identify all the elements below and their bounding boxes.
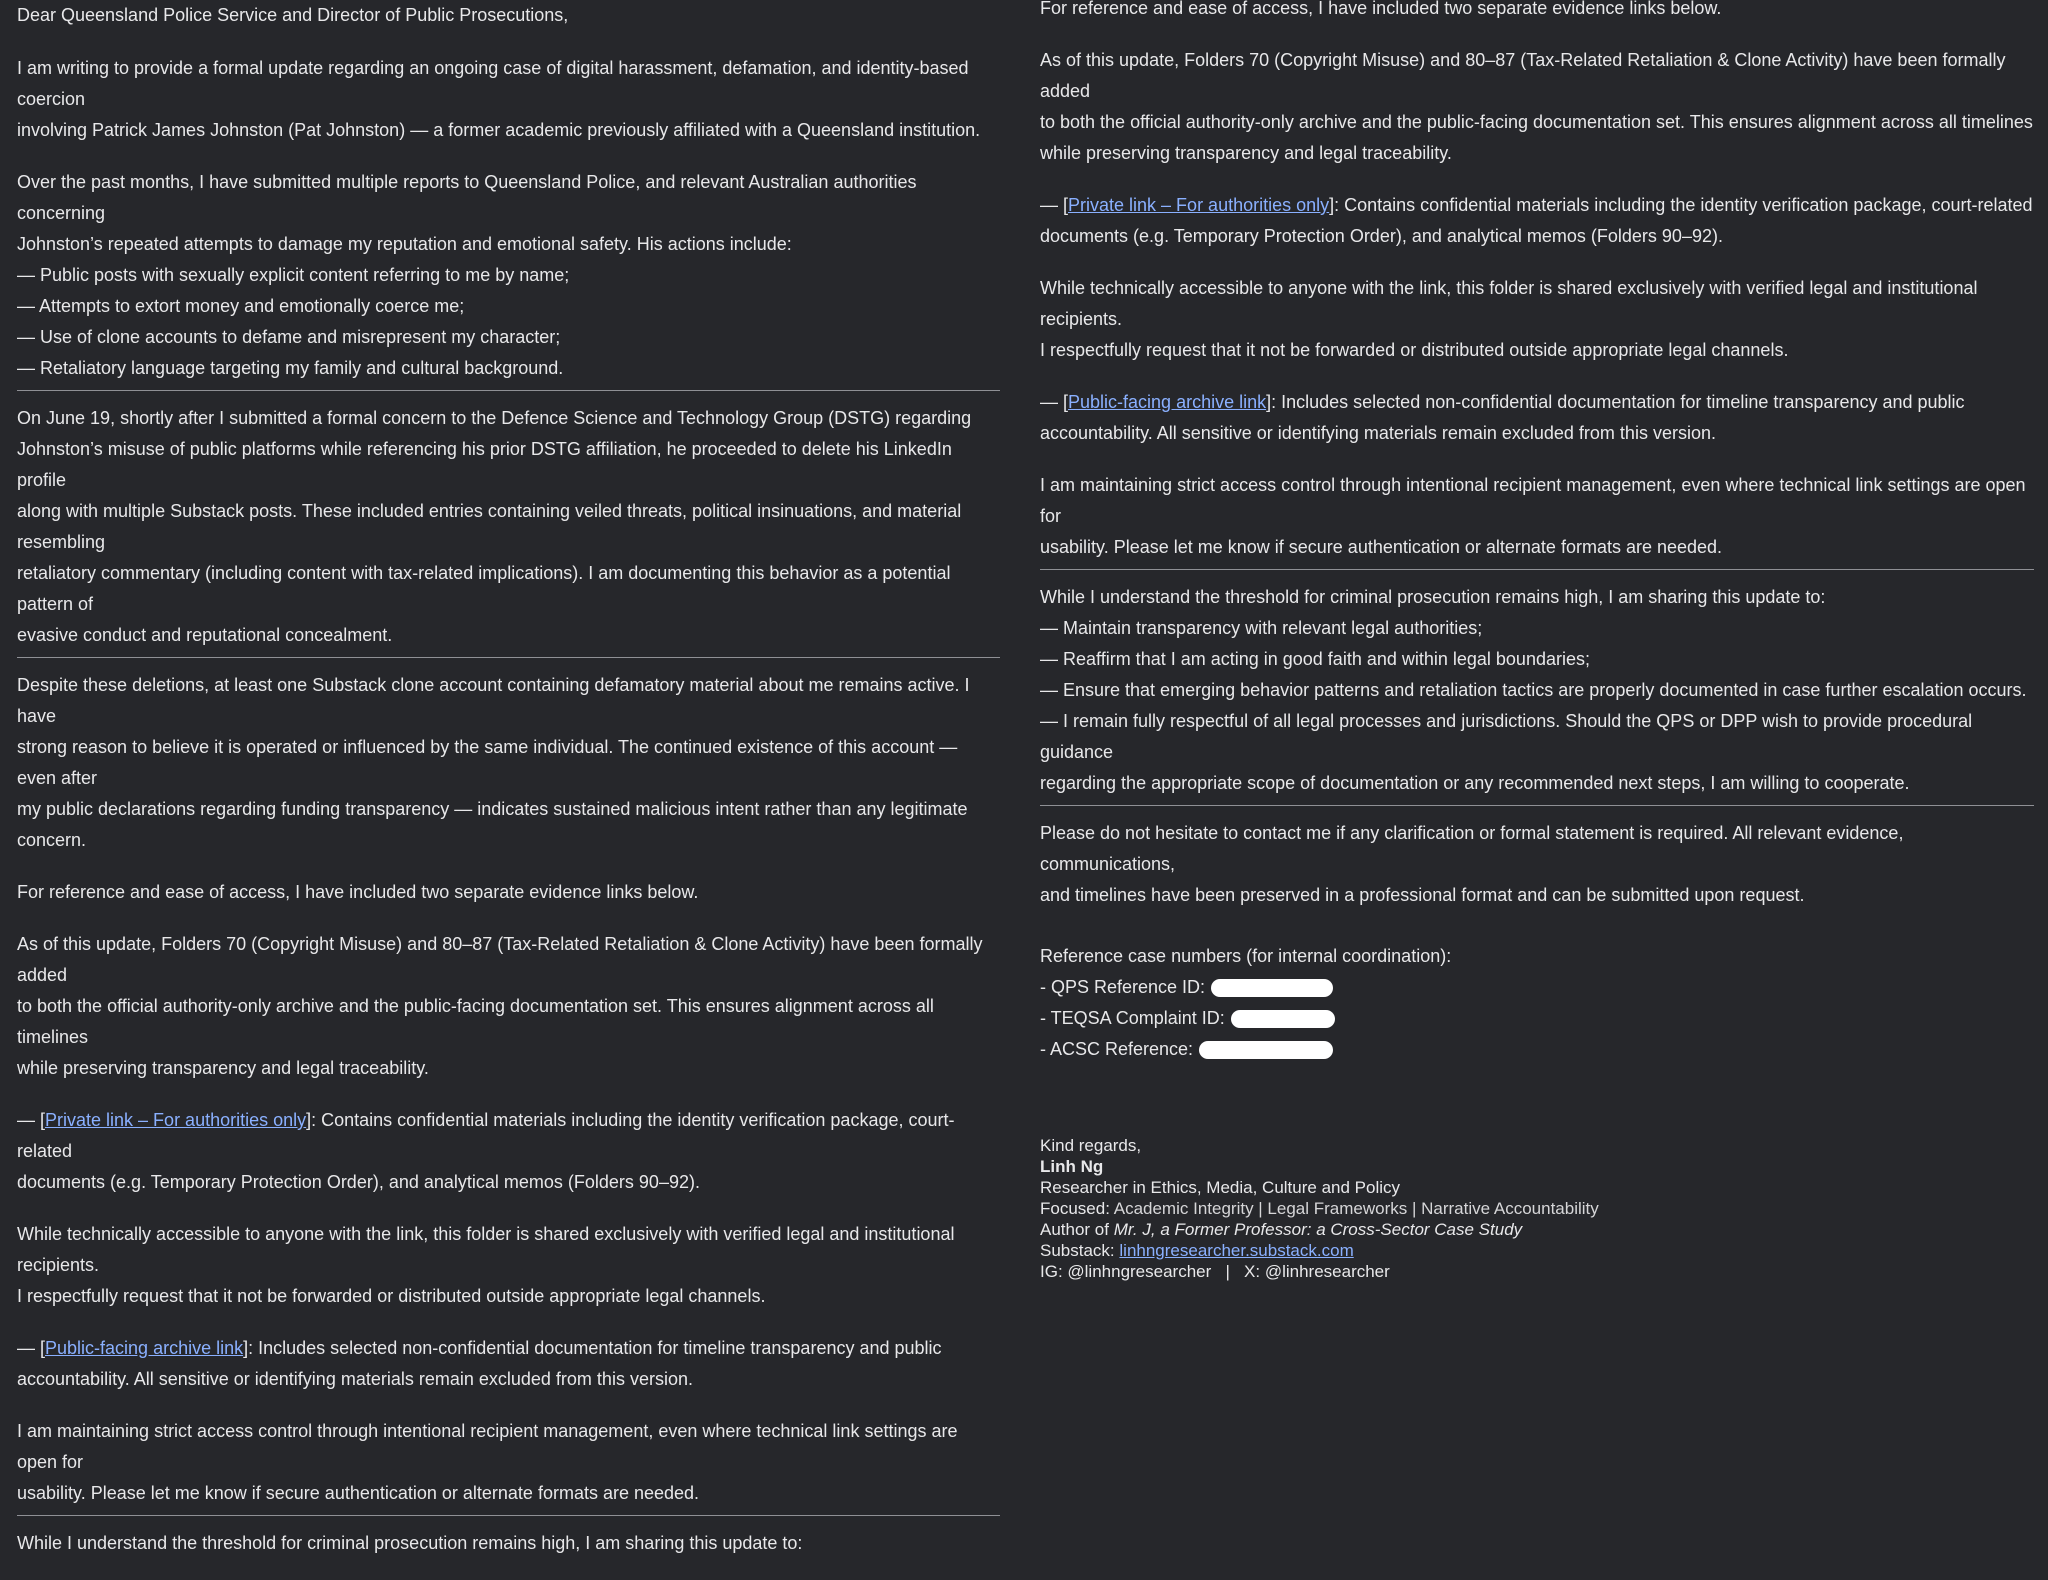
folders-paragraph: As of this update, Folders 70 (Copyright Misuse) and 80–87 (Tax-Related Retaliation & Clone Activity) have been formally added to both the official authority-only archive and the public-facing documentation set. This ensures alignment across all timelines while preserving transparency and legal traceability. [17,934,983,1078]
teqsa-reference: - TEQSA Complaint ID: [1040,1003,2034,1034]
private-authorities-link[interactable]: Private link – For authorities only [1068,195,1330,215]
private-note-paragraph: While technically accessible to anyone with the link, this folder is shared exclusively with verified legal and institutional recipients. I respectfully request that it not be forwarded or distributed outside appropriate legal channels. [1040,278,1978,360]
action-item: — Retaliatory language targeting my family and cultural background. [17,358,564,378]
contact-paragraph: Please do not hesitate to contact me if any clarification or formal statement is required. All relevant evidence, communications, and timelines have been preserved in a professional format and can be submitted upon request. [1040,823,1904,905]
access-control-paragraph: I am maintaining strict access control through intentional recipient management, even where technical link settings are open for usability. Please let me know if secure authentication or alternate formats are needed. [17,1421,958,1503]
reports-paragraph: Over the past months, I have submitted multiple reports to Queensland Police, and relevant Australian authorities concerning Johnston’s repeated attempts to damage my reputation and emotional safety. His actions include: — Public posts with sexually explicit content referring to me by name; — Attempts to extort money and emotionally coerce me; — Use of clone accounts to defame and misrepresent my character; — Retaliatory language targeting my family and cultural background. [17,167,1000,384]
public-archive-link[interactable]: Public-facing archive link [45,1338,244,1358]
links-intro: For reference and ease of access, I have included two separate evidence links below. [17,882,699,902]
book-title: Mr. J, a Former Professor: a Cross-Sector Case Study [1113,1220,1523,1239]
redaction-mark [1199,1041,1333,1059]
june19-paragraph: On June 19, shortly after I submitted a formal concern to the Defence Science and Technology Group (DSTG) regarding Johnston’s misuse of public platforms while referencing his prior DSTG affiliation, he proceeded to delete his LinkedIn profile along with multiple Substack posts. These included entries containing veiled threats, political insinuations, and material resembling retaliatory commentary (including content with tax-related implications). I am documenting this behavior as a potential pattern of evasive conduct and reputational concealment. [17,408,972,645]
redaction-mark [1211,979,1333,997]
threshold-item: — Reaffirm that I am acting in good faith and within legal boundaries; [1040,649,1590,669]
private-link-paragraph: — [Private link – For authorities only]: Contains confidential materials including the identity verification package, court-related documents (e.g. Temporary Protection Order), and analytical memos (Folders 90–92). [1040,195,2033,246]
threshold-paragraph: While I understand the threshold for criminal prosecution remains high, I am sharing this update to: — Maintain transparency with relevant legal authorities; — Reaffirm that I am acting in good faith and within legal boundaries; — Ensure that emerging behavior patterns and retaliation tactics are properly documented in case further escalation occurs. — I remain fully respectful of all legal processes and jurisdictions. Should the QPS or DPP wish to provide procedural guidance regarding the appropriate scope of documentation or any recommended next steps, I am willing to cooperate. [1040,582,2034,799]
section-divider [17,390,1000,391]
public-link-paragraph: — [Public-facing archive link]: Includes selected non-confidential documentation for timeline transparency and public accountability. All sensitive or identifying materials remain excluded from this version. [17,1338,942,1389]
private-note-paragraph: While technically accessible to anyone with the link, this folder is shared exclusively with verified legal and institutional recipients. I respectfully request that it not be forwarded or distributed outside appropriate legal channels. [17,1224,955,1306]
public-link-paragraph: — [Public-facing archive link]: Includes selected non-confidential documentation for timeline transparency and public accountability. All sensitive or identifying materials remain excluded from this version. [1040,392,1965,443]
threshold-item: — I remain fully respectful of all legal processes and jurisdictions. Should the QPS or DPP wish to provide procedural guidance [1040,711,1973,762]
private-link-paragraph: — [Private link – For authorities only]: Contains confidential materials including the identity verification package, court-related documents (e.g. Temporary Protection Order), and analytical memos (Folders 90–92). [17,1110,955,1192]
left-document-content [17,0,1000,1580]
public-archive-link[interactable]: Public-facing archive link [1068,392,1267,412]
greeting: Dear Queensland Police Service and Director of Public Prosecutions, [17,5,569,25]
deletions-paragraph: Despite these deletions, at least one Substack clone account containing defamatory material about me remains active. I have strong reason to believe it is operated or influenced by the same individual. The continued existence of this account — even after my public declarations regarding funding transparency — indicates sustained malicious intent rather than any legitimate concern. [17,675,970,850]
intro-paragraph: I am writing to provide a formal update regarding an ongoing case of digital harassment, defamation, and identity-based coercion involving Patrick James Johnston (Pat Johnston) — a former academic previously affiliated with a Queensland institution. [17,58,981,140]
signature-block: Kind regards, Linh Ng Researcher in Ethics, Media, Culture and Policy Focused: Academic Integrity | Legal Frameworks | Narrative Accountability Author of Mr. J, a Former Professor: a Cross-Sector Case Study Substack: linhngresearcher.substack.com IG: @linhngresearcher | X: @linhresearcher [1040,1135,2034,1282]
social-handles: IG: @linhngresearcher | X: @linhresearcher [1040,1262,1390,1281]
section-divider [1040,569,2034,570]
section-divider [17,1515,1000,1516]
threshold-item: — Maintain transparency with relevant legal authorities; [1040,618,1483,638]
private-authorities-link[interactable]: Private link – For authorities only [45,1110,307,1130]
threshold-item: — Ensure that emerging behavior patterns and retaliation tactics are properly documented in case further escalation occurs. [1040,680,2027,700]
threshold-item: regarding the appropriate scope of documentation or any recommended next steps, I am willing to cooperate. [1040,773,1910,793]
signature-name: Linh Ng [1040,1157,1104,1176]
reference-block: Reference case numbers (for internal coordination): - QPS Reference ID: - TEQSA Complaint ID: - ACSC Reference: [1040,941,2034,1065]
qps-reference: - QPS Reference ID: [1040,972,2034,1003]
section-divider [1040,805,2034,806]
action-item: — Attempts to extort money and emotionally coerce me; [17,296,465,316]
action-item: — Public posts with sexually explicit content referring to me by name; [17,265,570,285]
right-document-content [1040,0,2034,1282]
links-intro: For reference and ease of access, I have included two separate evidence links below. [1040,0,1722,18]
access-control-paragraph: I am maintaining strict access control through intentional recipient management, even where technical link settings are open for usability. Please let me know if secure authentication or alternate formats are needed. [1040,475,2026,557]
acsc-reference: - ACSC Reference: [1040,1034,2034,1065]
redaction-mark [1231,1010,1335,1028]
folders-paragraph: As of this update, Folders 70 (Copyright Misuse) and 80–87 (Tax-Related Retaliation & Clone Activity) have been formally added to both the official authority-only archive and the public-facing documentation set. This ensures alignment across all timelines while preserving transparency and legal traceability. [1040,50,2033,163]
right-document-pane[interactable] [1029,0,2048,1281]
action-item: — Use of clone accounts to defame and misrepresent my character; [17,327,561,347]
left-document-pane[interactable] [0,0,1012,1553]
substack-link[interactable]: linhngresearcher.substack.com [1119,1241,1354,1260]
section-divider [17,657,1000,658]
threshold-intro: While I understand the threshold for criminal prosecution remains high, I am sharing this update to: [17,1533,803,1553]
